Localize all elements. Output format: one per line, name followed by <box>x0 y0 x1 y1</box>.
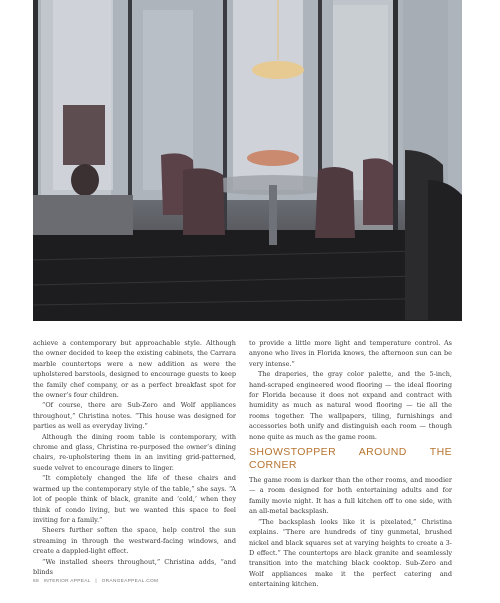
section-heading: SHOWSTOPPER AROUND THE CORNER <box>249 446 452 472</box>
paragraph: “It completely changed the life of these chairs and warmed up the contemporary style of the table,” she says. “A lot of people think of black, granite and ‘cold,’ when they think of condo living, but we wanted this space to feel inviting for a family.” <box>33 474 236 524</box>
paragraph: achieve a contemporary but approachable style. Although the owner decided to keep the existing cabinets, the Carrara marble countertops were a new addition as were the upholstered barstools, designed to encourage guests to keep the family chef company, or as a perfect breakfast spot for the owner’s four children. <box>33 339 236 400</box>
magazine-name: INTERIOR APPEAL <box>43 579 91 584</box>
paragraph: “Of course, there are Sub-Zero and Wolf appliances throughout,” Christina notes. “This house was designed for parties as well as everyday living.” <box>33 401 236 431</box>
left-column <box>33 338 236 577</box>
paragraph: Although the dining room table is contemporary, with chrome and glass, Christina re-purposed the owner’s dining chairs, re-upholstering them in an inviting grid-patterned, suede velvet to encourage diners to linger. <box>33 432 236 472</box>
paragraph: The game room is darker than the other rooms, and moodier — a room designed for both entertaining adults and for family movie night. It has a full kitchen off to one side, with an all-metal backsplash. <box>249 476 452 516</box>
paragraph: Sheers further soften the space, help control the sun streaming in through the westward-facing windows, and create a dappled-light effect. <box>33 526 236 556</box>
page-footer <box>33 579 161 584</box>
paragraph: “The backsplash looks like it is pixelated,” Christina explains. “There are hundreds of tiny gunmetal, brushed nickel and black squares set at varying heights to create a 3-D effect.” The countertops are black granite and seamlessly transition into the matching black cooktop. Sub-Zero and Wolf appliances make it the perfect catering and entertaining kitchen. <box>249 517 452 589</box>
paragraph: “We installed sheers throughout,” Christina adds, “and blinds <box>33 557 236 576</box>
paragraph: to provide a little more light and temperature control. As anyone who lives in Florida knows, the afternoon sun can be very intense.” <box>249 339 452 368</box>
website-url: ORANGEAPPEAL.COM <box>101 579 159 584</box>
right-column <box>249 338 452 590</box>
dining-room-illustration <box>33 0 462 321</box>
footer-separator: | <box>95 579 97 584</box>
paragraph: The draperies, the gray color palette, and the 5-inch, hand-scraped engineered wood flooring — the ideal flooring for Florida because it does not expand and contract with humidity as much as natural wood flooring — tie all the rooms together. The wallpapers, tiling, furnishings and accessories both unify and distinguish each room — though none quite as much as the game room. <box>249 370 452 441</box>
page-number: 68 <box>33 579 39 584</box>
dining-room-photo <box>33 0 462 321</box>
